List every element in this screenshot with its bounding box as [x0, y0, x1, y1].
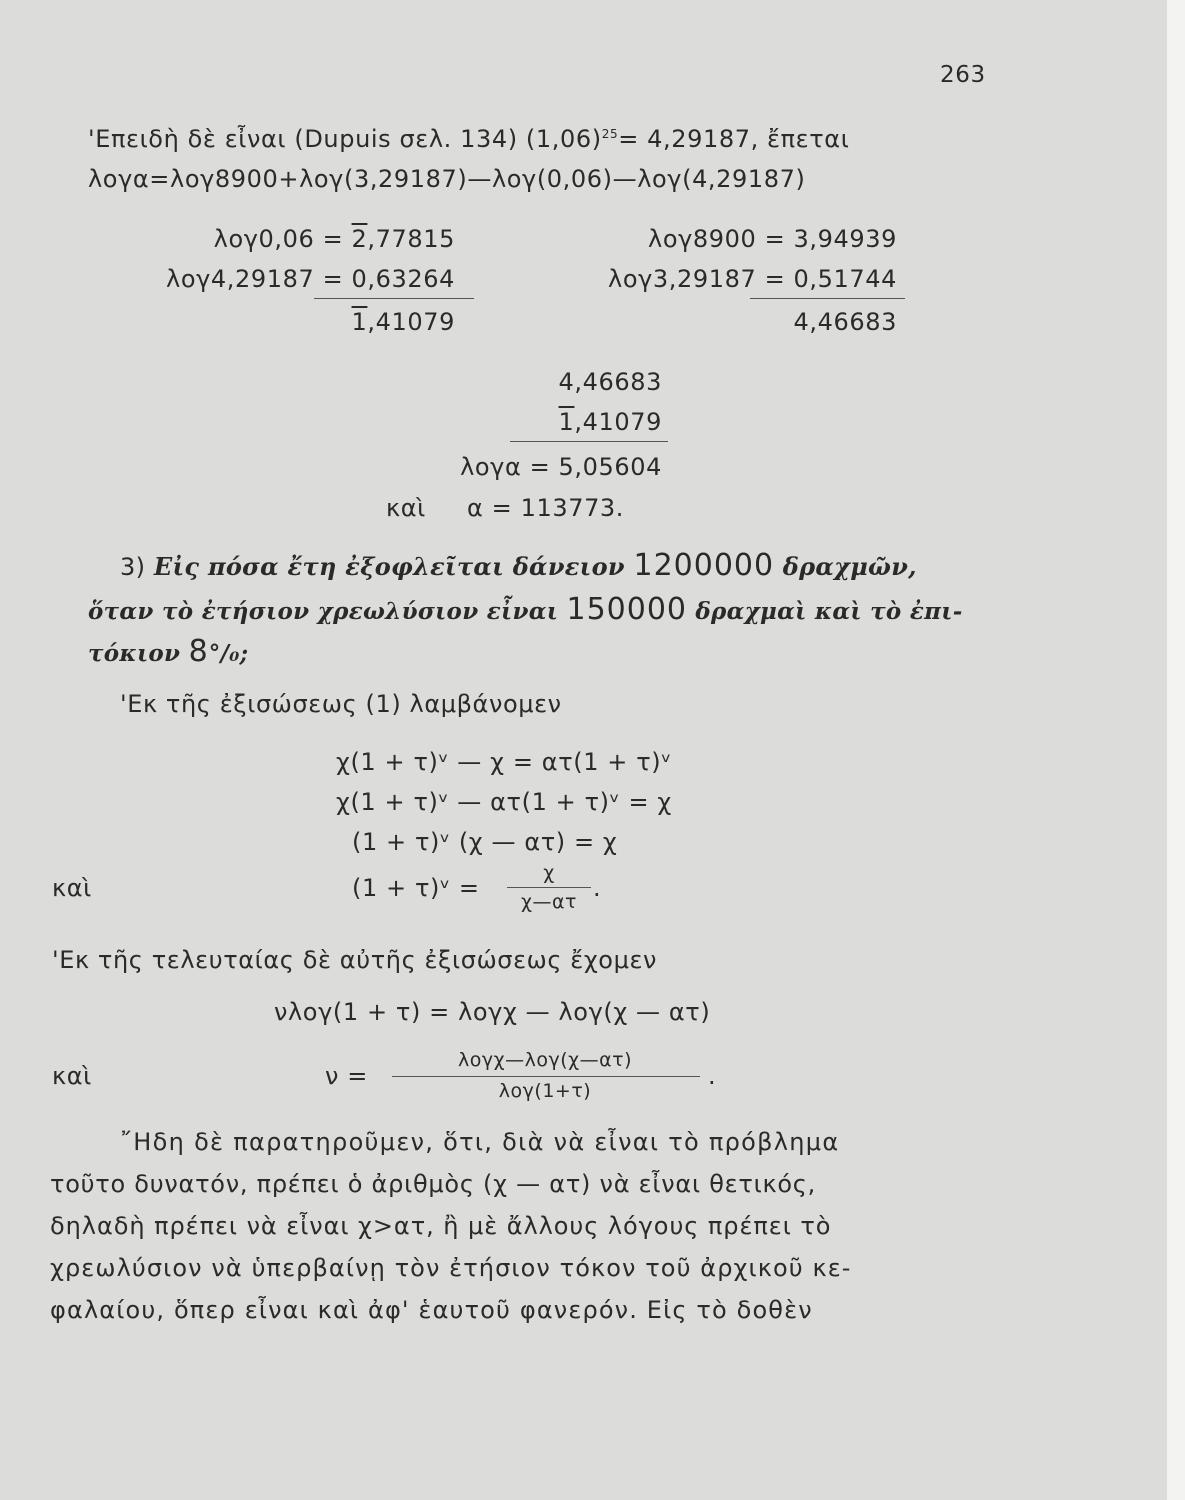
- problem-loan-amount: 1200000: [633, 548, 775, 583]
- equation-6-end: .: [708, 1062, 717, 1090]
- kai-1: καὶ: [52, 874, 92, 902]
- center-calc-result: [460, 453, 662, 481]
- equation-3: (1 + τ)ᵛ (χ — ατ) = χ: [352, 828, 618, 856]
- center-calc-rule: [510, 441, 668, 442]
- intro-line-2: λογα=λογ8900+λογ(3,29187)—λογ(0,06)—λογ(4,29187): [88, 165, 806, 193]
- problem-line-1-a: Εἰς πόσα ἔτη ἐξοφλεῖται δάνειον: [153, 552, 625, 581]
- problem-line-2-a: ὅταν τὸ ἐτήσιον χρεωλύσιον εἶναι: [88, 598, 559, 625]
- intro-line-1-end: = 4,29187, ἔπεται: [618, 125, 850, 153]
- kai-2: καὶ: [52, 1062, 92, 1090]
- right-calc-row-1: λογ8900 = 3,94939: [648, 225, 897, 253]
- intro-line-1-text: 'Επειδὴ δὲ εἶναι (Dupuis σελ. 134) (1,06): [88, 125, 602, 153]
- left-calc-sum: [352, 308, 455, 336]
- page-number: 263: [940, 62, 986, 88]
- right-calc-row-2: λογ3,29187 = 0,51744: [608, 265, 897, 293]
- problem-number: 3): [120, 553, 146, 581]
- problem-line-1: [120, 548, 917, 583]
- left-calc-row-1-mantissa: ,77815: [367, 225, 455, 253]
- para-line-3: δηλαδὴ πρέπει νὰ εἶναι χ>ατ, ἢ μὲ ἄλλους λόγους πρέπει τὸ: [50, 1212, 832, 1240]
- right-calc-sum: 4,46683: [793, 308, 897, 336]
- para-line-4: χρεωλύσιον νὰ ὑπερβαίνῃ τὸν ἐτήσιον τόκον τοῦ ἀρχικοῦ κε-: [50, 1254, 852, 1282]
- problem-line-2: [88, 592, 963, 627]
- para-line-5: φαλαίου, ὅπερ εἶναι καὶ ἀφ' ἑαυτοῦ φανερόν. Εἰς τὸ δοθὲν: [50, 1296, 813, 1324]
- equation-4-fraction-bar: [507, 887, 591, 888]
- center-calc-row-1: 4,46683: [558, 368, 662, 396]
- para-line-1: ῎Ηδη δὲ παρατηροῦμεν, ὅτι, διὰ νὰ εἶναι τὸ πρόβλημα: [120, 1128, 840, 1156]
- equation-4-end: .: [593, 874, 602, 902]
- equation-6-denominator: λογ(1+τ): [498, 1080, 592, 1102]
- left-calc-row-1-characteristic: 2: [351, 225, 368, 253]
- equation-5: νλογ(1 + τ) = λογχ — λογ(χ — ατ): [274, 998, 711, 1026]
- problem-rate: 8: [188, 634, 209, 669]
- from-equation-text: 'Εκ τῆς ἐξισώσεως (1) λαμβάνομεν: [120, 690, 562, 718]
- equation-4-lhs: (1 + τ)ᵛ =: [352, 874, 480, 902]
- center-calc-row-2: [559, 408, 662, 436]
- intro-line-1: [88, 125, 849, 153]
- center-calc-kai: καὶ: [386, 494, 426, 522]
- right-calc-rule: [750, 298, 905, 299]
- left-calc-sum-mantissa: ,41079: [367, 308, 455, 336]
- equation-4-denominator: χ—ατ: [521, 891, 577, 913]
- problem-line-3-b: °/₀;: [208, 640, 249, 667]
- equation-6-fraction-bar: [392, 1076, 700, 1077]
- problem-line-1-b: δραχμῶν,: [782, 552, 917, 581]
- left-calc-rule: [314, 298, 474, 299]
- left-calc-row-1: [214, 225, 455, 253]
- para-line-2: τοῦτο δυνατόν, πρέπει ὁ ἀριθμὸς (χ — ατ) νὰ εἶναι θετικός,: [50, 1170, 816, 1198]
- center-calc-final: α = 113773.: [467, 494, 625, 522]
- problem-line-3-a: τόκιον: [88, 640, 181, 667]
- center-calc-result-value: 5,05604: [558, 453, 662, 481]
- left-calc-sum-characteristic: 1: [351, 308, 368, 336]
- equation-2: χ(1 + τ)ᵛ — ατ(1 + τ)ᵛ = χ: [336, 788, 672, 816]
- problem-line-2-b: δραχμαὶ καὶ τὸ ἐπι-: [695, 598, 963, 625]
- equation-6-lhs: ν =: [325, 1062, 368, 1090]
- equation-1: χ(1 + τ)ᵛ — χ = ατ(1 + τ)ᵛ: [336, 748, 672, 776]
- page-edge: [1167, 0, 1185, 1500]
- left-calc-row-2: λογ4,29187 = 0,63264: [166, 265, 455, 293]
- center-calc-row-2-characteristic: 1: [558, 408, 575, 436]
- center-calc-result-label: λογα =: [460, 453, 551, 481]
- exponent: 25: [601, 127, 619, 141]
- problem-line-3: [88, 634, 248, 669]
- problem-annuity-amount: 150000: [566, 592, 688, 627]
- equation-6-numerator: λογχ—λογ(χ—ατ): [458, 1049, 632, 1071]
- from-last-text: 'Εκ τῆς τελευταίας δὲ αὐτῆς ἐξισώσεως ἔχομεν: [52, 946, 658, 974]
- left-calc-row-1-label: λογ0,06 =: [213, 225, 344, 253]
- center-calc-row-2-mantissa: ,41079: [574, 408, 662, 436]
- equation-4-numerator: χ: [543, 862, 555, 884]
